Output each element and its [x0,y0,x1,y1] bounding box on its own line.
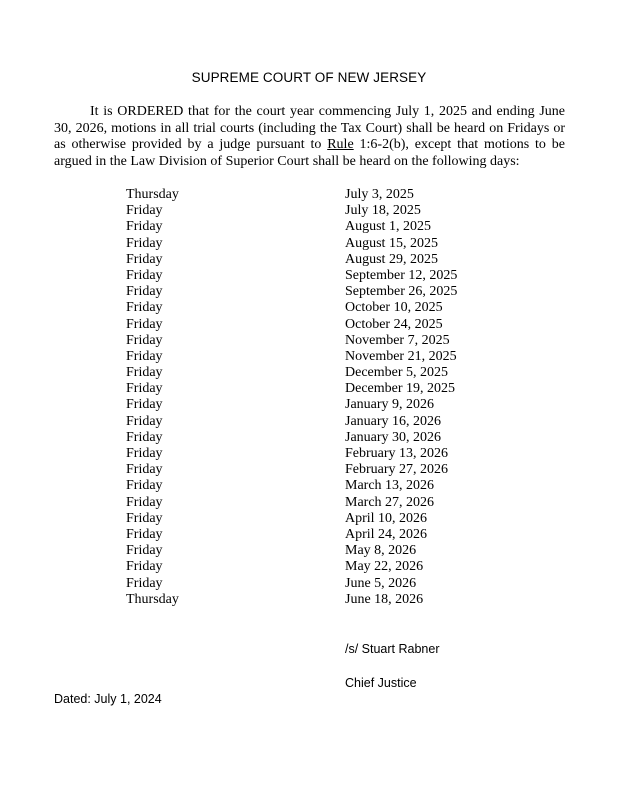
schedule-day: Friday [126,543,163,559]
schedule-day: Friday [126,510,163,526]
schedule-date: March 27, 2026 [345,494,435,510]
schedule-row [126,252,486,268]
schedule-row [126,478,486,494]
schedule-date: June 5, 2026 [345,575,417,591]
schedule-day: Friday [126,365,163,381]
schedule-row [126,203,486,219]
schedule-day: Friday [126,526,163,542]
schedule-date: December 5, 2025 [345,365,449,381]
schedule-date: September 26, 2025 [345,284,458,300]
schedule-row [126,187,486,203]
schedule-row [126,462,486,478]
schedule-day: Friday [126,203,163,219]
schedule-day: Friday [126,267,163,283]
schedule-date: October 10, 2025 [345,300,443,316]
schedule-date: October 24, 2025 [345,316,443,332]
order-paragraph [54,104,565,170]
schedule-row [126,543,486,559]
schedule-day: Friday [126,381,163,397]
schedule-row [126,446,486,462]
schedule-date: April 10, 2026 [345,510,428,526]
schedule-day: Friday [126,429,163,445]
schedule-date: July 3, 2025 [345,187,414,202]
signature: /s/ Stuart Rabner [345,642,440,656]
schedule-day: Friday [126,397,163,413]
schedule-day: Friday [126,559,163,575]
dated-line: Dated: July 1, 2024 [54,692,162,706]
schedule-date: August 15, 2025 [345,235,438,251]
schedule-row [126,527,486,543]
motion-schedule [126,187,486,608]
schedule-row [126,397,486,413]
schedule-date: February 27, 2026 [345,462,449,478]
schedule-day: Thursday [126,187,179,202]
schedule-date: May 8, 2026 [345,543,417,559]
schedule-day: Friday [126,348,163,364]
schedule-date: November 21, 2025 [345,348,457,364]
schedule-date: September 12, 2025 [345,267,458,283]
schedule-day: Friday [126,413,163,429]
schedule-day: Friday [126,446,163,461]
schedule-row [126,268,486,284]
schedule-row [126,236,486,252]
schedule-row [126,511,486,527]
schedule-day: Thursday [126,591,179,607]
order-text-end: 1:6-2(b), except that motions to be argued in the Law Division of Superior Court shall be heard on the following days: [54,137,565,169]
rule-link: Rule [327,137,354,152]
schedule-row [126,365,486,381]
schedule-row [126,333,486,349]
signer-title: Chief Justice [345,676,417,690]
schedule-row [126,317,486,333]
schedule-day: Friday [126,300,163,316]
document-title: SUPREME COURT OF NEW JERSEY [191,70,427,85]
schedule-date: May 22, 2026 [345,559,424,575]
schedule-row [126,592,486,608]
schedule-day: Friday [126,575,163,591]
schedule-date: August 1, 2025 [345,219,431,235]
schedule-date: January 16, 2026 [345,413,442,429]
schedule-day: Friday [126,478,163,494]
schedule-day: Friday [126,462,163,478]
schedule-day: Friday [126,332,163,348]
schedule-day: Friday [126,251,163,267]
schedule-row [126,430,486,446]
schedule-date: November 7, 2025 [345,332,450,348]
schedule-date: January 30, 2026 [345,429,442,445]
schedule-row [126,559,486,575]
schedule-day: Friday [126,284,163,300]
schedule-date: July 18, 2025 [345,203,421,219]
schedule-row [126,284,486,300]
schedule-date: March 13, 2026 [345,478,435,494]
schedule-day: Friday [126,219,163,235]
schedule-row [126,219,486,235]
order-text-start: It is ORDERED that for the court year commencing July 1, 2025 and ending June 30, 2026, motions in all trial courts (including the Tax Court) shall be heard on Fridays or as otherwise provided by a judge pursuant to [54,104,565,152]
schedule-row [126,349,486,365]
schedule-day: Friday [126,316,163,332]
schedule-day: Friday [126,235,163,251]
schedule-row [126,381,486,397]
schedule-date: January 9, 2026 [345,397,435,413]
schedule-row [126,414,486,430]
schedule-date: June 18, 2026 [345,591,424,607]
schedule-date: December 19, 2025 [345,381,456,397]
schedule-row [126,495,486,511]
schedule-row [126,576,486,592]
schedule-date: April 24, 2026 [345,526,428,542]
schedule-date: August 29, 2025 [345,251,438,267]
schedule-date: February 13, 2026 [345,446,449,461]
schedule-day: Friday [126,494,163,510]
schedule-row [126,300,486,316]
